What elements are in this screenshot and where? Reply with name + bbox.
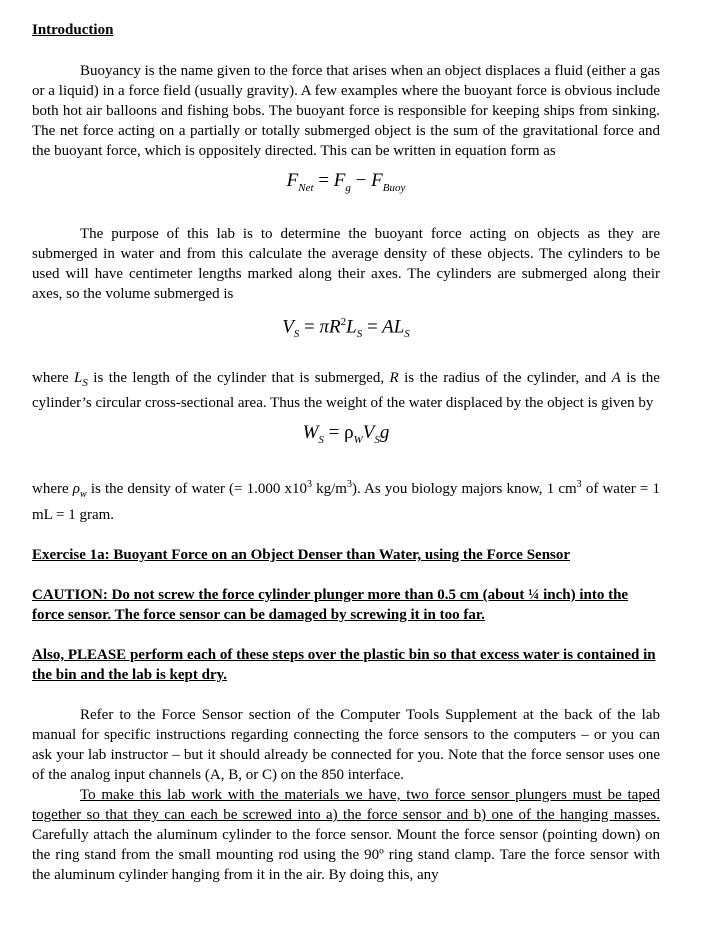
paragraph-water-density: where $\rho_w$ is the density of water (= 1.000 $x10^3$ $kg/m^3$). As you biology majors know, 1 $cm^3$ of water = 1 mL = 1 gram. [32, 479, 661, 523]
introduction-heading: Introduction [32, 22, 114, 38]
document-page [32, 20, 660, 885]
paragraph-setup: To make this lab work with the materials we have, two force sensor plungers must be taped together so that they can each be screwed into a) the force sensor and b) one of the hanging masses. Carefully attach the aluminum cylinder to the force sensor. Mount the force sensor (pointing down) on the ring stand from the small mounting rod using the 90º ring stand clamp. Tare the force sensor with the aluminum cylinder hanging from it in the air. By doing this, any [32, 787, 660, 883]
paragraph-where-ls: where $L_S$ is the length of the cylinder that is submerged, R is the radius of the cylinder, and A is the cylinder’s circular cross-sectional area. Thus the weight of the water displaced by the object is given by [32, 370, 660, 411]
keep-dry-note: Also, PLEASE perform each of these steps over the plastic bin so that excess water is contained in the bin and the lab is kept dry. [32, 647, 656, 683]
paragraph-buoyancy: Buoyancy is the name given to the force that arises when an object displaces a fluid (either a gas or a liquid) in a force field (usually gravity). A few examples where the buoyant force is obvious include both hot air balloons and fishing bobs. The buoyant force is responsible for keeping ships from sinking. The net force acting on a partially or totally submerged object is the sum of the gravitational force and the buoyant force, which is oppositely directed. This can be written in equation form as [32, 63, 660, 159]
paragraph-force-sensor: Refer to the Force Sensor section of the Computer Tools Supplement at the back of the lab manual for specific instructions regarding connecting the force sensors to the computers – or you can ask your lab instructor – but it should already be connected for you. Note that the force sensor uses one of the analog input channels (A, B, or C) on the 850 interface. [32, 707, 660, 783]
caution-note: CAUTION: Do not screw the force cylinder plunger more than 0.5 cm (about ¼ inch) into the force sensor. The force sensor can be damaged by screwing it in too far. [32, 587, 629, 623]
equation-net-force: $F_{Net} = F_g - F_{Buoy}$ [286, 170, 406, 194]
exercise-1a-heading: Exercise 1a: Buoyant Force on an Object Denser than Water, using the Force Sensor [32, 547, 571, 563]
equation-volume: $V_S = \pi R^2L_S = AL_S$ [282, 316, 410, 341]
paragraph-purpose: The purpose of this lab is to determine the buoyant force acting on objects as they are submerged in water and from this calculate the average density of these objects. The cylinders to be used will have centimeter lengths marked along their axes. The cylinders are submerged along their axes, so the volume submerged is [32, 226, 660, 302]
equation-weight: $W_S = \rho_WV_Sg$ [302, 422, 390, 446]
